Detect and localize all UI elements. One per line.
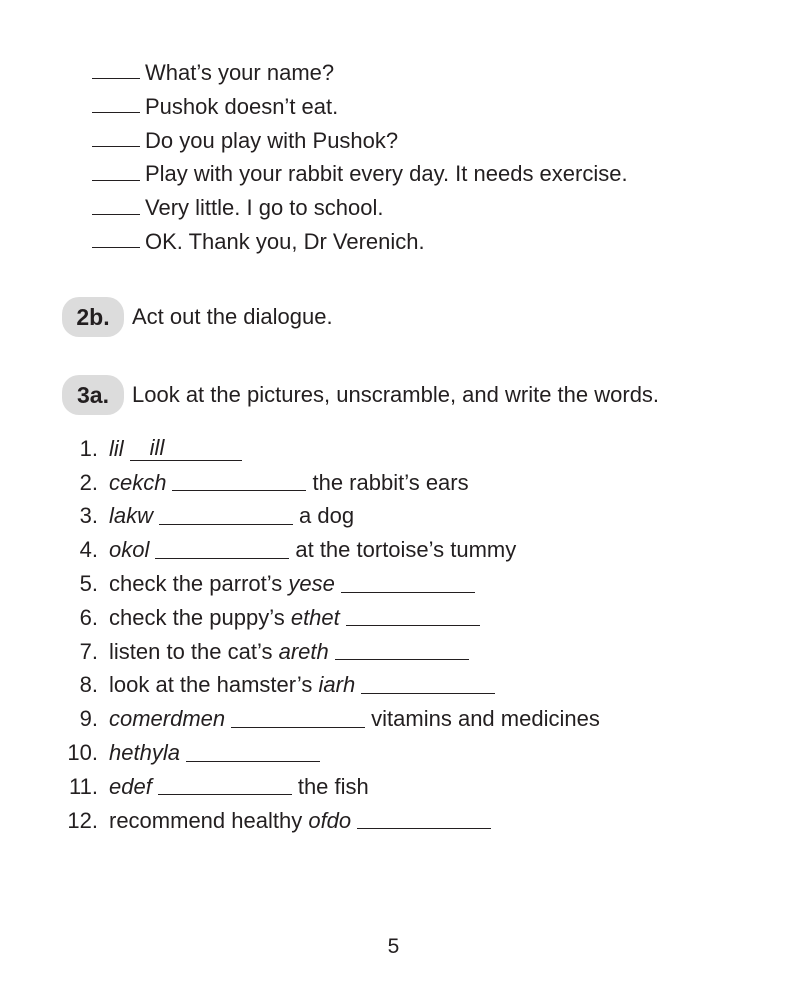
exercise-item [58, 736, 600, 770]
item-number: 12. [67, 807, 98, 833]
item-number: 4. [79, 537, 98, 563]
scrambled-word: lil [109, 435, 124, 461]
scrambled-word: lakw [109, 503, 154, 529]
order-blank[interactable] [92, 227, 140, 248]
page-number: 5 [387, 935, 400, 958]
answer-blank[interactable] [155, 536, 289, 559]
item-context: a dog [299, 503, 355, 529]
scrambled-word: ethet [290, 604, 340, 630]
item-context: at the tortoise’s tummy [295, 537, 517, 563]
item-number: 6. [79, 604, 98, 630]
example-answer: ill [130, 437, 242, 461]
answer-blank[interactable] [346, 603, 480, 626]
order-blank[interactable] [92, 126, 140, 147]
answer-blank[interactable] [159, 502, 293, 525]
task-3a-header [62, 375, 659, 415]
exercise-item [58, 500, 600, 534]
item-context: recommend healthy [109, 807, 309, 833]
item-context: check the puppy’s [109, 604, 291, 630]
task-2b-instruction: Act out the dialogue. [132, 304, 333, 329]
dialogue-text: Very little. I go to school. [145, 195, 384, 221]
scrambled-word: yese [288, 571, 335, 597]
exercise-item [58, 432, 600, 466]
dialogue-text: Pushok doesn’t eat. [145, 93, 339, 119]
answer-blank[interactable] [186, 739, 320, 762]
answer-blank[interactable] [357, 806, 491, 829]
task-2b-badge: 2b. [62, 297, 124, 337]
item-number: 8. [79, 672, 98, 698]
answer-blank[interactable] [335, 637, 469, 660]
item-number: 7. [79, 638, 98, 664]
item-context: check the parrot’s [109, 571, 289, 597]
answer-blank[interactable] [231, 705, 365, 728]
item-number: 1. [79, 435, 98, 461]
scrambled-word: okol [109, 537, 150, 563]
order-blank[interactable] [92, 160, 140, 181]
dialogue-line [92, 191, 628, 225]
item-context: the fish [297, 773, 369, 799]
item-number: 5. [79, 571, 98, 597]
exercise-item [58, 770, 600, 804]
exercise-item [58, 804, 600, 838]
dialogue-line [92, 90, 628, 124]
item-context: listen to the cat’s [109, 638, 279, 664]
exercise-item [58, 635, 600, 669]
item-context: vitamins and medicines [371, 706, 600, 732]
dialogue-line [92, 225, 628, 259]
dialogue-line [92, 124, 628, 158]
answer-blank[interactable] [341, 570, 475, 593]
exercise-item [58, 533, 600, 567]
task-3a-badge: 3a. [62, 375, 124, 415]
order-blank[interactable] [92, 92, 140, 113]
scrambled-word: iarh [318, 672, 356, 698]
scrambled-word: cekch [109, 469, 167, 495]
order-blank[interactable] [92, 58, 140, 79]
answer-blank[interactable] [158, 772, 292, 795]
item-number: 2. [79, 469, 98, 495]
item-number: 11. [69, 773, 98, 799]
scrambled-word: hethyla [109, 740, 180, 766]
item-context: the rabbit’s ears [312, 469, 469, 495]
unscramble-exercise-list [58, 432, 600, 838]
exercise-item [58, 669, 600, 703]
scrambled-word: areth [278, 638, 329, 664]
item-number: 10. [67, 740, 98, 766]
dialogue-text: What’s your name? [145, 59, 335, 85]
scrambled-word: ofdo [308, 807, 352, 833]
item-context: look at the hamster’s [109, 672, 319, 698]
scrambled-word: comerdmen [109, 706, 226, 732]
task-2b-header [62, 297, 333, 337]
dialogue-text: OK. Thank you, Dr Verenich. [145, 228, 425, 254]
dialogue-text: Play with your rabbit every day. It needs exercise. [145, 161, 628, 187]
item-number: 9. [79, 706, 98, 732]
exercise-item [58, 601, 600, 635]
task-3a-instruction: Look at the pictures, unscramble, and write the words. [132, 382, 660, 407]
exercise-item [58, 466, 600, 500]
answer-blank[interactable] [361, 671, 495, 694]
item-number: 3. [79, 503, 98, 529]
order-blank[interactable] [92, 194, 140, 215]
dialogue-ordering-list [92, 56, 628, 259]
exercise-item [58, 702, 600, 736]
exercise-item [58, 567, 600, 601]
dialogue-text: Do you play with Pushok? [145, 127, 399, 153]
dialogue-line [92, 56, 628, 90]
scrambled-word: edef [109, 773, 152, 799]
dialogue-line [92, 157, 628, 191]
answer-blank[interactable] [172, 468, 306, 491]
